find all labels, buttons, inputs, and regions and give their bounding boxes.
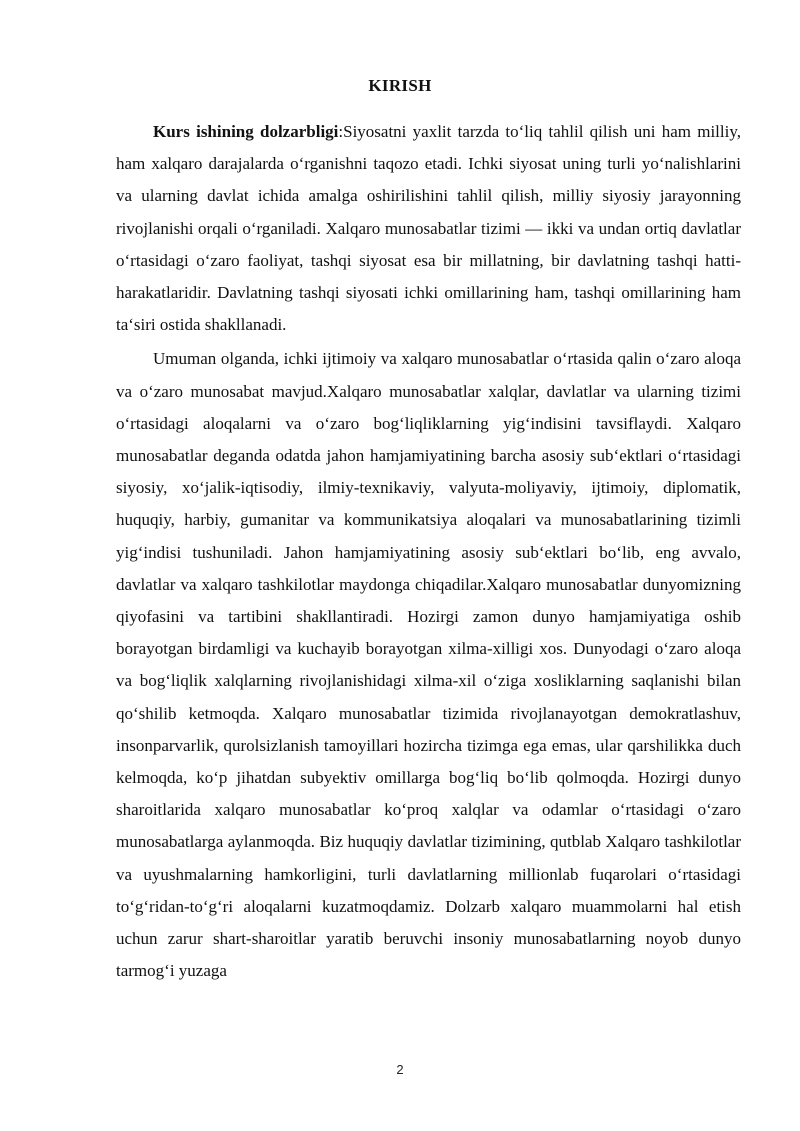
paragraph-lead: Kurs ishining dolzarbligi bbox=[153, 122, 339, 141]
body-text bbox=[116, 116, 741, 987]
page-number: 2 bbox=[396, 1062, 404, 1077]
paragraph-international-relations: Umuman olganda, ichki ijtimoiy va xalqaro munosabatlar o‘rtasida qalin o‘zaro aloqa va o‘zaro munosabat mavjud.Xalqaro munosabatlar xalqlar, davlatlar va ularning tizimi o‘rtasidagi aloqalarni va o‘zaro bog‘liqliklarning yig‘indisini tavsiflaydi. Xalqaro munosabatlar deganda odatda jahon hamjamiyatining barcha asosiy sub‘ektlari o‘rtasidagi siyosiy, xo‘jalik-iqtisodiy, ilmiy-texnikaviy, valyuta-moliyaviy, ijtimoiy, diplomatik, huquqiy, harbiy, gumanitar va kommunikatsiya aloqalari va munosabatlarining tizimli yig‘indisi tushuniladi. Jahon hamjamiyatining asosiy sub‘ektlari bo‘lib, eng avvalo, davlatlar va xalqaro tashkilotlar maydonga chiqadilar.Xalqaro munosabatlar dunyomizning qiyofasini va tartibini shakllantiradi. Hozirgi zamon dunyo hamjamiyatiga oshib borayotgan birdamligi va kuchayib borayotgan xilma-xilligi xos. Dunyodagi o‘zaro aloqa va bog‘liqlik xalqlarning rivojlanishidagi xilma-xil o‘ziga xosliklarning saqlanishi bilan qo‘shilib ketmoqda. Xalqaro munosabatlar tizimida rivojlanayotgan demokratlashuv, insonparvarlik, qurolsizlanish tamoyillari hozircha tizimga ega emas, ular qarshilikka duch kelmoqda, ko‘p jihatdan subyektiv omillarga bog‘liq bo‘lib qolmoqda. Hozirgi dunyo sharoitlarida xalqaro munosabatlar ko‘proq xalqlar va odamlar o‘rtasidagi o‘zaro munosabatlarga aylanmoqda. Biz huquqiy davlatlar tizimining, qutblab Xalqaro tashkilotlar va uyushmalarning hamkorligini, turli davlatlarning millionlab fuqarolari o‘rtasidagi to‘g‘ridan-to‘g‘ri aloqalarni kuzatmoqdamiz. Dolzarb xalqaro muammolarni hal etish uchun zarur shart-sharoitlar yaratib beruvchi insoniy munosabatlarning noyob dunyo tarmog‘i yuzaga bbox=[116, 349, 741, 981]
paragraph-text: :Siyosatni yaxlit tarzda to‘liq tahlil qilish uni ham milliy, ham xalqaro darajalarda o‘rganishni taqozo etadi. Ichki siyosat uning turli yo‘nalishlarini va ularning davlat ichida amalga oshirilishini tahlil qilish, milliy siyosiy jarayonning rivojlanishi orqali o‘rganiladi. Xalqaro munosabatlar tizimi — ikki va undan ortiq davlatlar o‘rtasidagi o‘zaro faoliyat, tashqi siyosat esa bir millatning, bir davlatning tashqi hatti-harakatlaridir. Davlatning tashqi siyosati ichki omillarining ham, tashqi omillarining ham ta‘siri ostida shakllanadi. bbox=[116, 122, 741, 335]
section-heading: KIRISH bbox=[368, 76, 432, 95]
paragraph-relevance bbox=[116, 116, 741, 341]
